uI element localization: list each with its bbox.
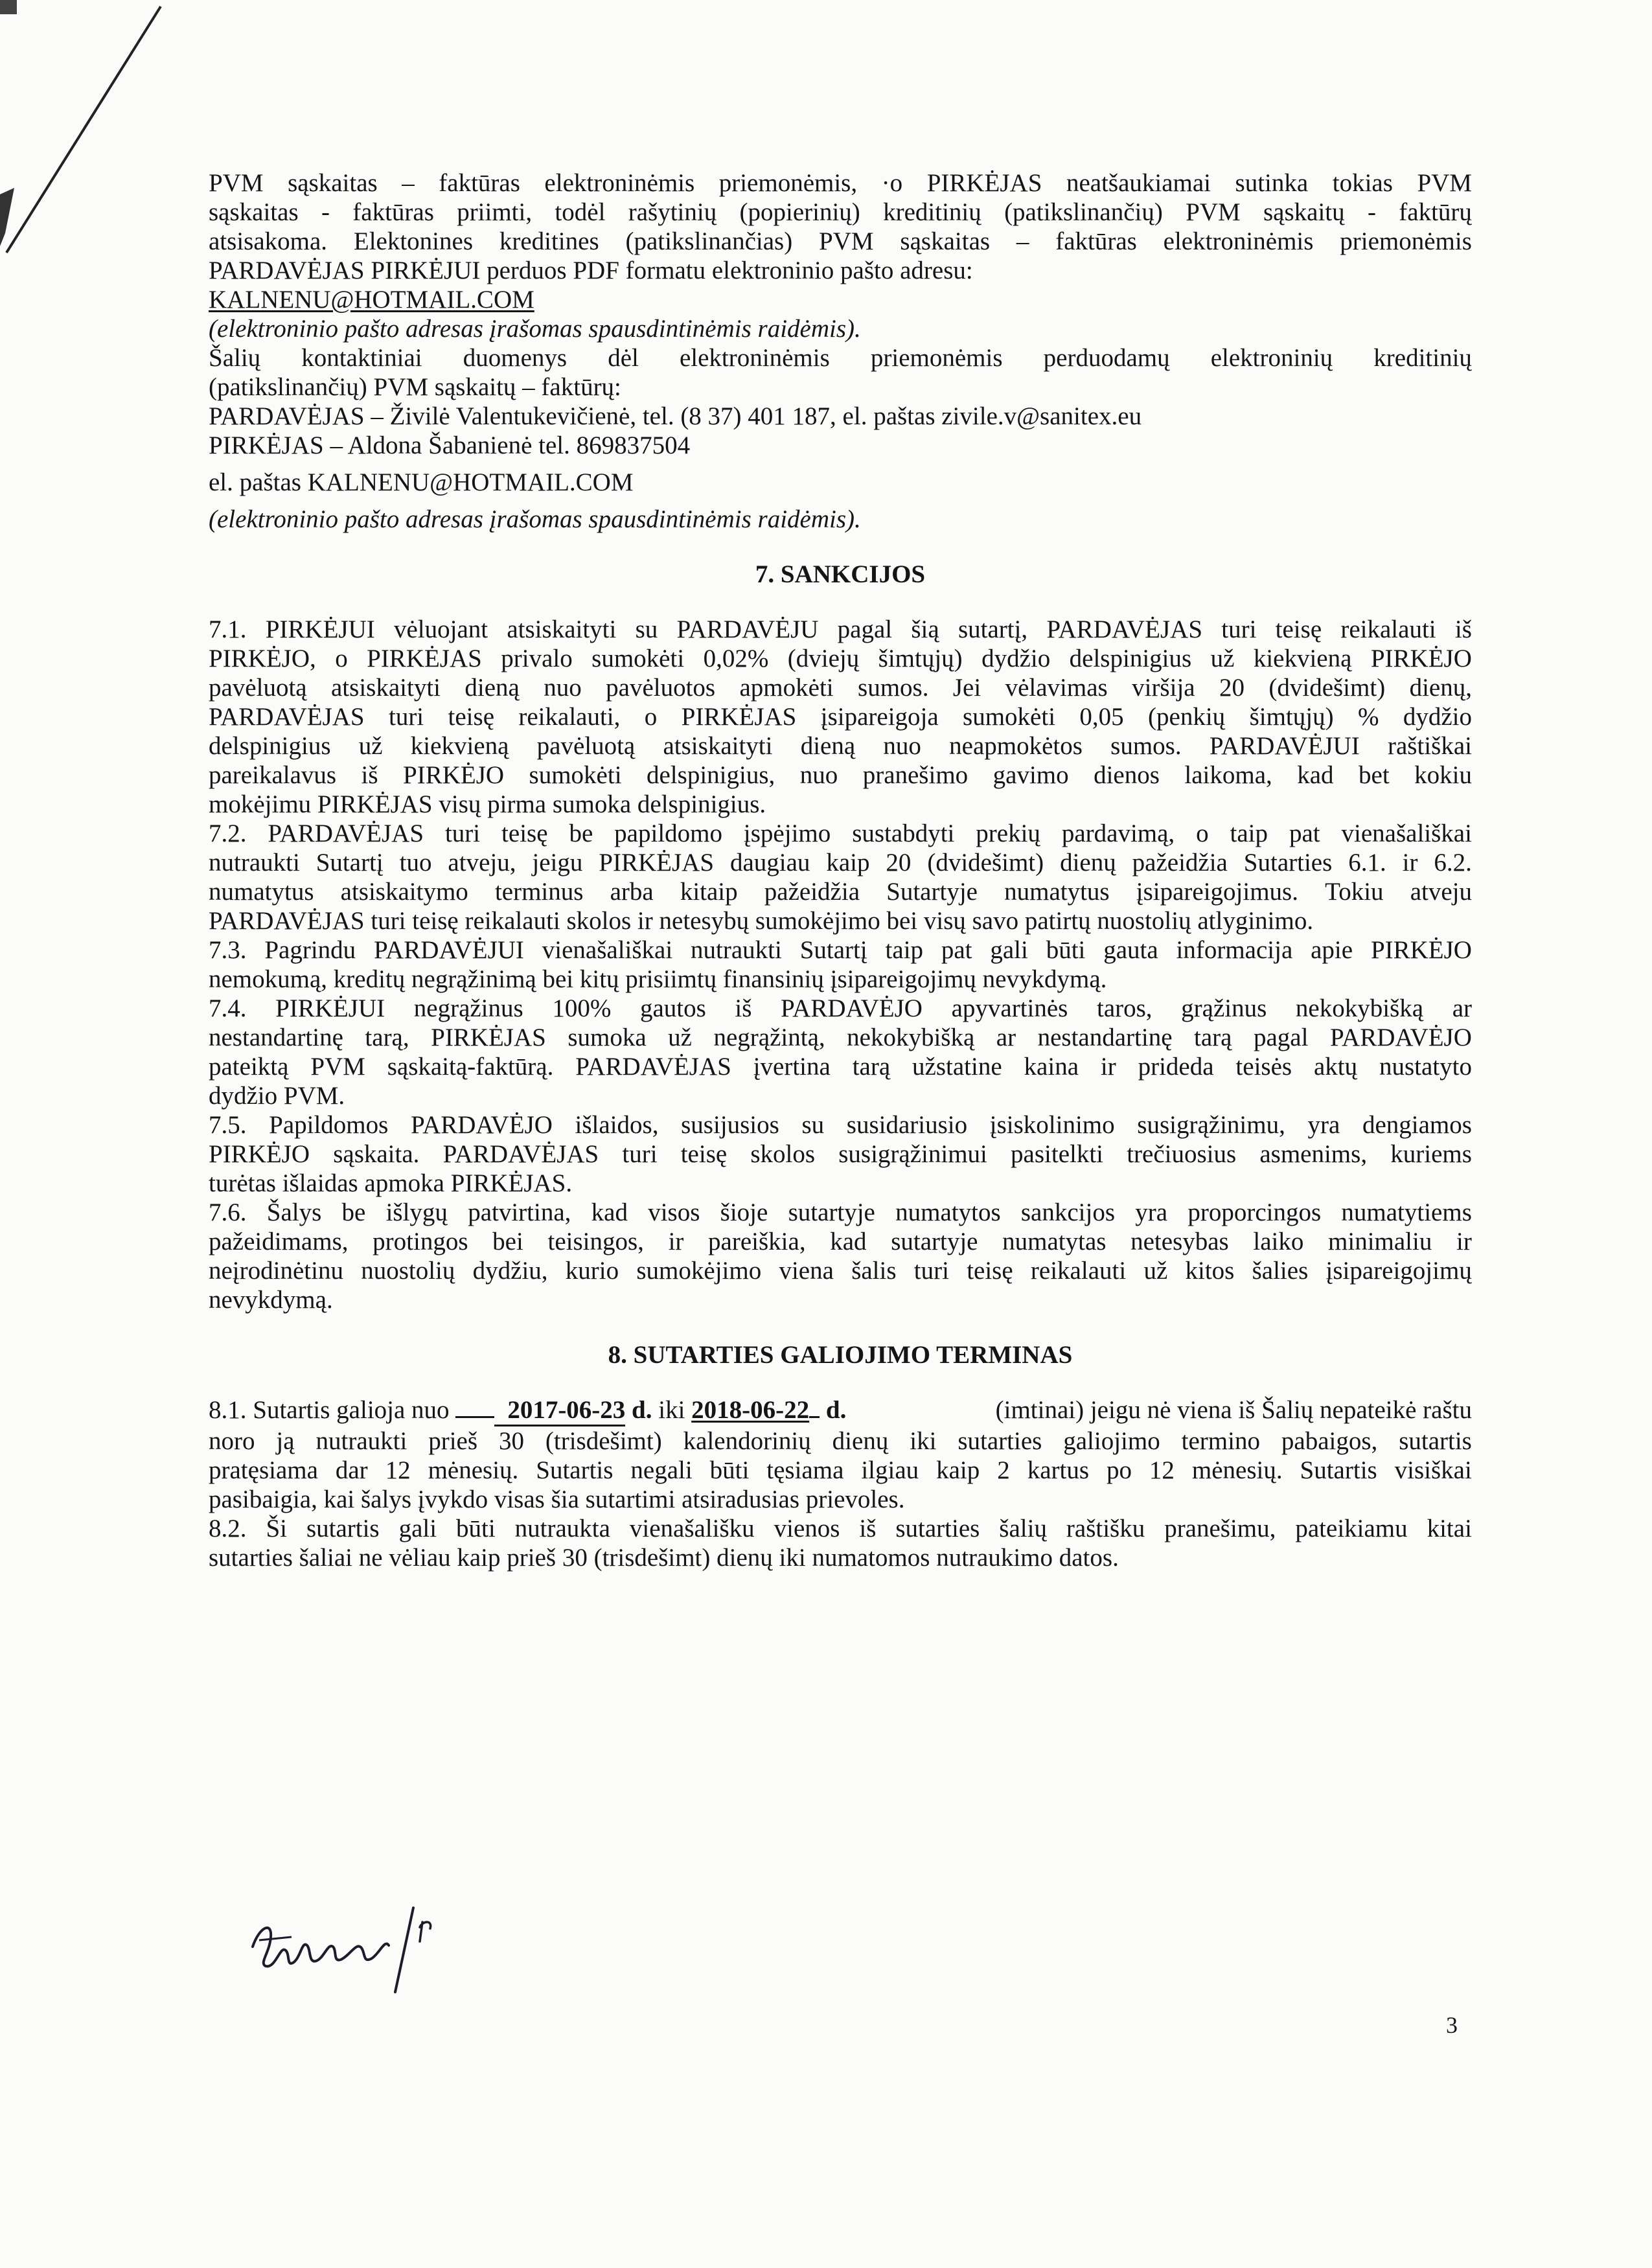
buyer-email: el. paštas KALNENU@HOTMAIL.COM xyxy=(209,468,634,496)
paragraph-line: nevykdymą. xyxy=(209,1286,333,1314)
paragraph-line: 7.3. Pagrindu PARDAVĖJUI vienašališkai nutraukti Sutartį taip pat gali būti gauta informacija apie PIRKĖJO xyxy=(209,936,1472,964)
paragraph-line: PARDAVĖJAS PIRKĖJUI perduos PDF formatu elektroninio pašto adresu: xyxy=(209,257,973,284)
paragraph-line: delspinigius už kiekvieną pavėluotą atsiskaityti dieną nuo neapmokėtos sumos. PARDAVĖJUI raštiškai xyxy=(209,732,1472,760)
paragraph-line: sutarties šaliai ne vėliau kaip prieš 30 (trisdešimt) dienų iki numatomos nutraukimo datos. xyxy=(209,1544,1119,1572)
paragraph-line: 7.5. Papildomos PARDAVĖJO išlaidos, susijusios su susidariusio įsiskolinimo susigrąžinimu, yra dengiamos xyxy=(209,1111,1472,1139)
paragraph-line: nutraukti Sutartį tuo atveju, jeigu PIRKĖJAS daugiau kaip 20 (dvidešimt) dienų pažeidžia Sutarties 6.1. ir 6.2. xyxy=(209,849,1472,876)
paragraph-line: 7.2. PARDAVĖJAS turi teisę be papildomo įspėjimo sustabdyti prekių pardavimą, o taip pat vienašališkai xyxy=(209,819,1472,847)
section-7-body xyxy=(209,615,1472,1314)
paragraph-line: PVM sąskaitas – faktūras elektroninėmis priemonėmis, ·o PIRKĖJAS neatšaukiamai sutinka tokias PVM xyxy=(209,169,1472,197)
paragraph-line: 8.2. Ši sutartis gali būti nutraukta vienašališku vienos iš sutarties šalių raštišku pranešimu, pateikiamu kitai xyxy=(209,1515,1472,1542)
validity-suffix: (imtinai) jeigu nė viena iš Šalių nepateikė raštu xyxy=(995,1396,1472,1424)
paragraph-line: turėtas išlaidas apmoka PIRKĖJAS. xyxy=(209,1169,573,1197)
paragraph-line: pasibaigia, kai šalys įvykdo visas šia sutartimi atsiradusias prievoles. xyxy=(209,1485,905,1513)
paragraph-line: atsisakoma. Elektonines kreditines (patikslinančias) PVM sąskaitas – faktūras elektroninėmis priemonėmis xyxy=(209,227,1472,255)
paragraph-line: pareikalavus iš PIRKĖJO sumokėti delspinigius, nuo pranešimo gavimo dienos laikoma, kad bet kokiu xyxy=(209,761,1472,789)
page-number: 3 xyxy=(1446,2012,1458,2038)
email-note: (elektroninio pašto adresas įrašomas spausdintinėmis raidėmis). xyxy=(209,315,861,343)
paragraph-line: pažeidimams, protingos bei teisingos, ir pareiškia, kad sutartyje numatytas netesybas laiko minimaliu ir xyxy=(209,1228,1472,1255)
paragraph-line: noro ją nutraukti prieš 30 (trisdešimt) kalendorinių dienų iki sutarties galiojimo termino pabaigos, sutartis xyxy=(209,1427,1472,1455)
paragraph-line: 7.6. Šalys be išlygų patvirtina, kad visos šioje sutartyje numatytos sankcijos yra proporcingos numatytiems xyxy=(209,1198,1472,1226)
paragraph-line: PIRKĖJO sąskaita. PARDAVĖJAS turi teisę skolos susigrąžinimui pasitelkti trečiuosius asmenims, kuriems xyxy=(209,1140,1472,1168)
paragraph-line: pavėluotą atsiskaityti dieną nuo pavėluotos apmokėti sumos. Jei vėlavimas viršija 20 (dvidešimt) dienų, xyxy=(209,674,1472,702)
date-from: 2017-06-23 xyxy=(494,1395,625,1426)
date-to: 2018-06-22 xyxy=(691,1396,810,1424)
paragraph-line: PARDAVĖJAS turi teisę reikalauti, o PIRKĖJAS įsipareigoja sumokėti 0,05 (penkių šimtųjų) % dydžio xyxy=(209,703,1472,731)
email-underlined: KALNENU@HOTMAIL.COM xyxy=(209,286,534,314)
paragraph-line: nestandartinę tarą, PIRKĖJAS sumoka už negrąžintą, nekokybišką ar nestandartinę tarą pagal PARDAVĖJO xyxy=(209,1024,1472,1051)
paragraph-line: pratęsiama dar 12 mėnesių. Sutartis negali būti tęsiama ilgiau kaip 2 kartus po 12 mėnesių. Sutartis visiškai xyxy=(209,1456,1472,1484)
validity-prefix: 8.1. Sutartis galioja nuo xyxy=(209,1396,450,1424)
paragraph-line: 7.1. PIRKĖJUI vėluojant atsiskaityti su PARDAVĖJU pagal šią sutartį, PARDAVĖJAS turi teisę reikalauti iš xyxy=(209,615,1472,643)
buyer-contact: PIRKĖJAS – Aldona Šabanienė tel. 869837504 xyxy=(209,431,691,459)
paragraph-line: (patikslinančių) PVM sąskaitų – faktūrų: xyxy=(209,373,621,401)
paragraph-line: Šalių kontaktiniai duomenys dėl elektroninėmis priemonėmis perduodamų elektroninių kreditinių xyxy=(209,344,1472,372)
paragraph-line: 7.4. PIRKĖJUI negrąžinus 100% gautos iš PARDAVĖJO apyvartinės taros, grąžinus nekokybišką ar xyxy=(209,994,1472,1022)
paragraph-line: PIRKĖJO, o PIRKĖJAS privalo sumokėti 0,02% (dviejų šimtųjų) dydžio delspinigius už kiekvieną PIRKĖJO xyxy=(209,645,1472,672)
paragraph-line: neįrodinėtinu nuostolių dydžiu, kurio sumokėjimo viena šalis turi teisę reikalauti už kitos šalies įsipareigojimų xyxy=(209,1257,1472,1285)
paragraph-line: mokėjimu PIRKĖJAS visų pirma sumoka delspinigius. xyxy=(209,790,766,818)
paragraph-line: nemokumą, kreditų negrąžinimą bei kitų prisiimtų finansinių įsipareigojimų nevykdymą. xyxy=(209,965,1107,993)
date-iki: iki xyxy=(658,1396,685,1424)
section-6-continuation xyxy=(209,168,1472,534)
handwritten-signature xyxy=(246,1901,479,1999)
paragraph-line: PARDAVĖJAS turi teisę reikalauti skolos ir netesybų sumokėjimo bei visų savo patirtų nuostolių atlyginimo. xyxy=(209,907,1314,935)
section-8-body xyxy=(209,1395,1472,1572)
contract-page xyxy=(209,168,1472,1572)
paragraph-line: numatytus atsiskaitymo terminus arba kitaip pažeidžia Sutartyje numatytus įsipareigojimus. Tokiu atveju xyxy=(209,878,1472,906)
paragraph-line: pateiktą PVM sąskaitą-faktūrą. PARDAVĖJAS įvertina tarą užstatine kaina ir prideda teisės aktų nustatyto xyxy=(209,1053,1472,1081)
date-to-d: d. xyxy=(825,1396,847,1424)
email-note: (elektroninio pašto adresas įrašomas spausdintinėmis raidėmis). xyxy=(209,505,861,533)
validity-dates-line xyxy=(209,1395,1472,1426)
date-from-d: d. xyxy=(632,1396,652,1424)
paragraph-line: sąskaitas - faktūras priimti, todėl rašytinių (popierinių) kreditinių (patikslinančių) PVM sąskaitų - faktūrų xyxy=(209,198,1472,226)
section-8-heading: 8. SUTARTIES GALIOJIMO TERMINAS xyxy=(608,1341,1073,1369)
section-7-heading: 7. SANKCIJOS xyxy=(755,560,926,588)
paragraph-line: dydžio PVM. xyxy=(209,1082,345,1110)
seller-contact: PARDAVĖJAS – Živilė Valentukevičienė, tel. (8 37) 401 187, el. paštas zivile.v@sanitex.eu xyxy=(209,402,1142,430)
scan-corner-mark xyxy=(0,0,168,272)
